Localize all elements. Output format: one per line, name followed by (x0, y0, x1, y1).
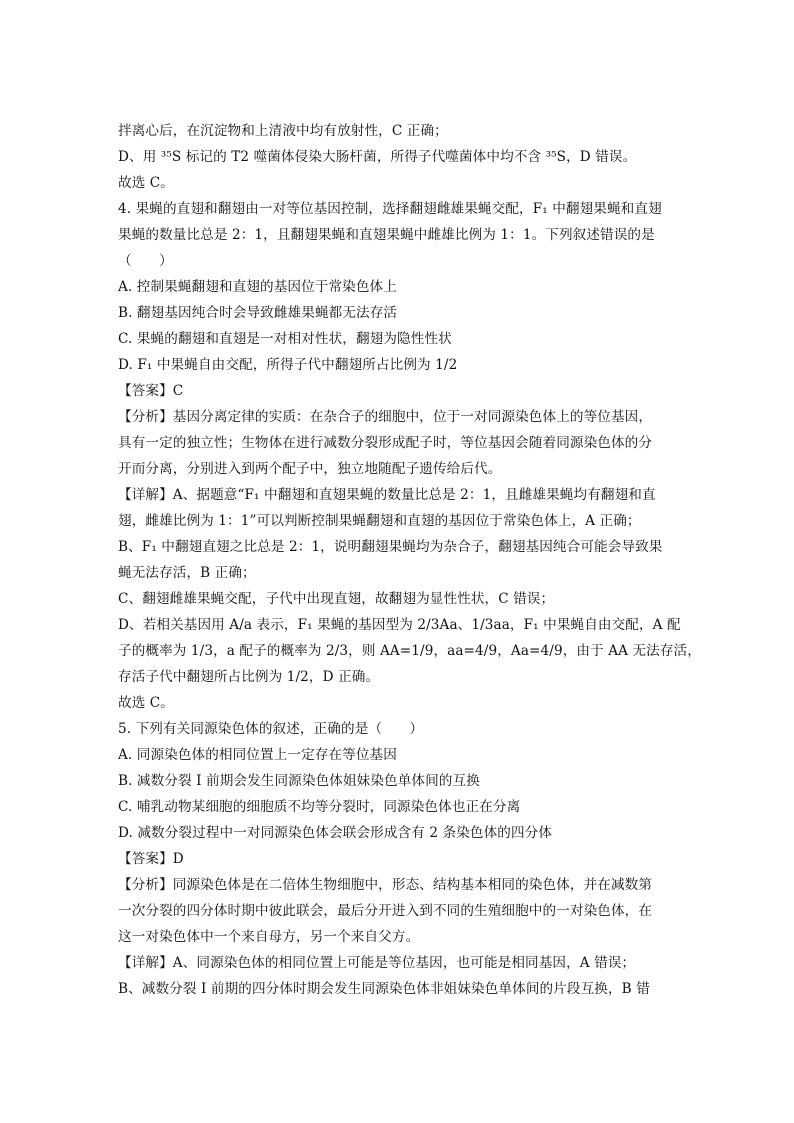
text-line: D、用 ³⁵S 标记的 T2 噬菌体侵染大肠杆菌，所得子代噬菌体中均不含 ³⁵S，D 错误。 (118, 149, 637, 165)
question-5-option-c: C. 哺乳动物某细胞的细胞质不均等分裂时，同源染色体也正在分离 (118, 799, 521, 815)
question-4-analysis: 开而分离，分别进入到两个配子中，独立地随配子遗传给后代。 (118, 461, 502, 477)
question-5-explanation: 【详解】A、同源染色体的相同位置上可能是等位基因，也可能是相同基因，A 错误； (118, 955, 636, 971)
question-4-option-b: B. 翻翅基因纯合时会导致雌雄果蝇都无法存活 (118, 305, 398, 321)
document-body (118, 118, 701, 1002)
question-5-analysis: 【分析】同源染色体是在二倍体生物细胞中，形态、结构基本相同的染色体，并在减数第 (118, 877, 653, 893)
question-4-explanation: 存活子代中翻翅所占比例为 1/2，D 正确。 (118, 669, 380, 685)
question-4-stem: 果蝇的数量比总是 2：1，且翻翅果蝇和直翅果蝇中雌雄比例为 1：1。下列叙述错误的是 (118, 227, 655, 243)
question-5-analysis: 这一对染色体中一个来自母方，另一个来自父方。 (118, 929, 420, 945)
question-5-analysis: 一次分裂的四分体时期中彼此联会，最后分开进入到不同的生殖细胞中的一对染色体，在 (118, 903, 653, 919)
question-4-explanation: C、翻翅雌雄果蝇交配，子代中出现直翅，故翻翅为显性性状，C 错误； (118, 591, 555, 607)
question-5-option-a: A. 同源染色体的相同位置上一定存在等位基因 (118, 747, 397, 763)
text-line: 拌离心后，在沉淀物和上清液中均有放射性，C 正确； (118, 123, 448, 139)
question-4-explanation: 蝇无法存活，B 正确； (118, 565, 256, 581)
question-4-option-d: D. F₁ 中果蝇自由交配，所得子代中翻翅所占比例为 1/2 (118, 357, 458, 373)
question-4-option-c: C. 果蝇的翻翅和直翅是一对相对性状，翻翅为隐性性状 (118, 331, 452, 347)
question-4-explanation: 子的概率为 1/3，a 配子的概率为 2/3，则 AA=1/9，aa=4/9，Aa=4/9，由于 AA 无法存活， (118, 643, 701, 659)
question-4-blank: （ ） (118, 253, 173, 269)
question-4-answer: 【答案】C (118, 383, 184, 399)
question-5-explanation: B、减数分裂 I 前期的四分体时期会发生同源染色体非姐妹染色单体间的片段互换，B 错 (118, 981, 650, 997)
question-4-explanation: D、若相关基因用 A/a 表示，F₁ 果蝇的基因型为 2/3Aa、1/3aa，F₁ 中果蝇自由交配，A 配 (118, 617, 681, 633)
question-4-explanation: 【详解】A、据题意“F₁ 中翻翅和直翅果蝇的数量比总是 2：1，且雌雄果蝇均有翻翅和直 (118, 487, 656, 503)
text-line: 故选 C。 (118, 175, 175, 191)
question-5-stem: 5. 下列有关同源染色体的叙述，正确的是（ ） (118, 721, 424, 737)
question-4-option-a: A. 控制果蝇翻翅和直翅的基因位于常染色体上 (118, 279, 397, 295)
question-5-answer: 【答案】D (118, 851, 184, 867)
question-4-analysis: 具有一定的独立性；生物体在进行减数分裂形成配子时，等位基因会随着同源染色体的分 (118, 435, 653, 451)
question-4-stem: 4. 果蝇的直翅和翻翅由一对等位基因控制，选择翻翅雌雄果蝇交配，F₁ 中翻翅果蝇和直翅 (118, 201, 662, 217)
question-4-explanation: B、F₁ 中翻翅直翅之比总是 2：1，说明翻翅果蝇均为杂合子，翻翅基因纯合可能会导致果 (118, 539, 663, 555)
question-4-explanation: 翅，雌雄比例为 1：1”可以判断控制果蝇翻翅和直翅的基因位于常染色体上，A 正确； (118, 513, 641, 529)
question-4-analysis: 【分析】基因分离定律的实质：在杂合子的细胞中，位于一对同源染色体上的等位基因， (118, 409, 653, 425)
question-5-option-b: B. 减数分裂 I 前期会发生同源染色体姐妹染色单体间的互换 (118, 773, 480, 789)
question-4-conclusion: 故选 C。 (118, 695, 175, 711)
question-5-option-d: D. 减数分裂过程中一对同源染色体会联会形成含有 2 条染色体的四分体 (118, 825, 553, 841)
